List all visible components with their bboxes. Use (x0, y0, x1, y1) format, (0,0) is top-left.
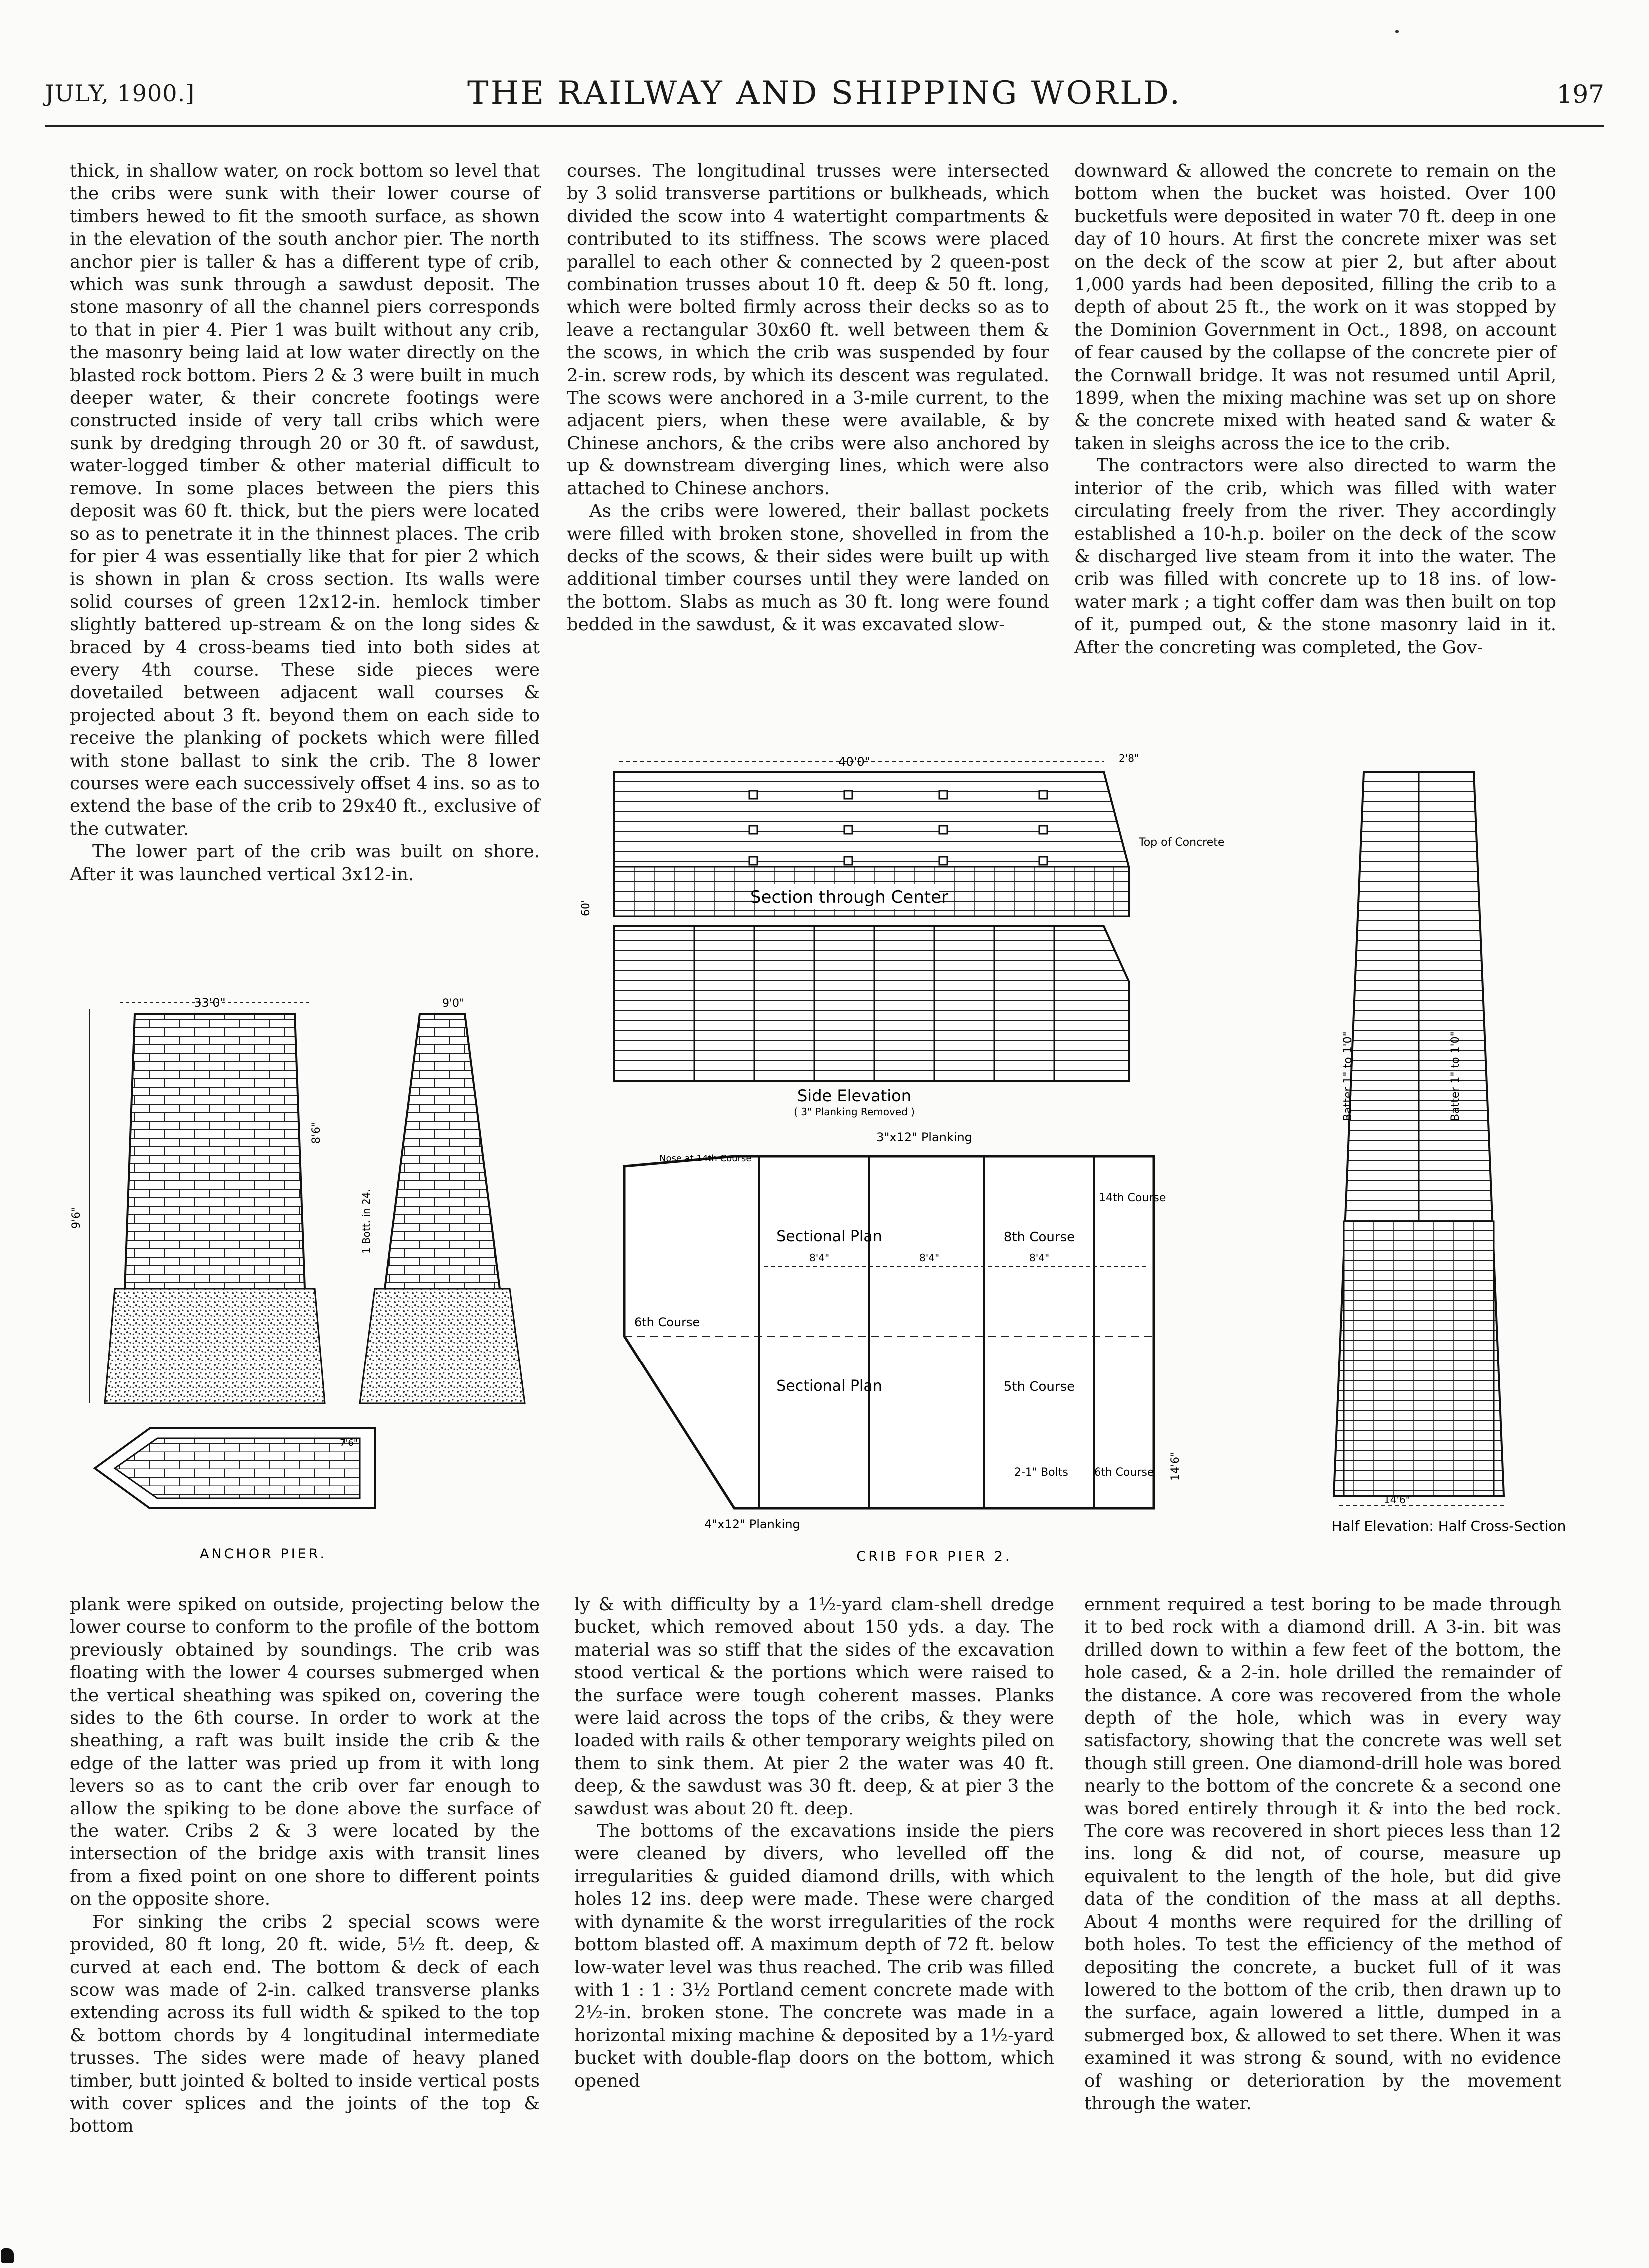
bottom-column-2 (574, 1593, 1054, 2092)
anchor-pier-figure (60, 994, 540, 1563)
svg-text:14'6": 14'6" (1384, 1494, 1410, 1506)
issue-date: JULY, 1900.] (45, 80, 195, 107)
svg-text:1 Bott. in 24.: 1 Bott. in 24. (360, 1189, 372, 1254)
paragraph: ernment required a test boring to be made through it to bed rock with a diamond drill. A 3-in. bit was drilled down to within a few feet of the bottom, the hole cased, & a 2-in. hole drilled the remainder of the distance. A core was recovered from the whole depth of the hole, which was in every way satisfactory, showing that the concrete was well set though still green. One diamond-drill hole was bored nearly to the bottom of the concrete & a second one was bored entirely through it & into the bed rock. The core was recovered in short pieces less than 12 ins. long & did not, of course, measure up equivalent to the length of the hole, but did give data of the condition of the mass at all depths. About 4 months were required for the drilling of both holes. To test the efficiency of the method of depositing the concrete, a bucket full of it was lowered to the bottom of the crib, then drawn up to the surface, again lowered a little, dumped in a submerged box, & allowed to set there. When it was examined it was strong & sound, with no evidence of washing or deterioration by the movement through the water. (1084, 1594, 1561, 2114)
anchor-pier-front-elevation (70, 996, 325, 1403)
paragraph: downward & allowed the concrete to remain on the bottom when the bucket was hoisted. Over 100 bucketfuls were deposited in water 70 ft. deep in one day of 10 hours. At first the concrete mixer was set on the deck of the scow at pier 2, but after about 1,000 yards had been deposited, filling the crib to a depth of about 25 ft., the work on it was stopped by the Dominion Government in Oct., 1898, on account of fear caused by the collapse of the concrete pier of the Cornwall bridge. It was not resumed until April, 1899, when the mixing machine was set up on shore & the concrete mixed with heated sand & water & taken in sleighs across the ice to the crib. (1074, 161, 1556, 454)
svg-text:8'4": 8'4" (1029, 1252, 1050, 1264)
sectional-plan (624, 1130, 1182, 1531)
svg-text:Side Elevation: Side Elevation (797, 1086, 912, 1105)
svg-text:Batter 1" to 1'0": Batter 1" to 1'0" (1449, 1031, 1462, 1121)
side-elevation (614, 926, 1129, 1118)
paragraph: ly & with difficulty by a 1½-yard clam-shell dredge bucket, which removed about 150 yds. a day. The material was so stiff that the sides of the excavation stood vertical & the portions which were raised to the surface were tough coherent masses. Planks were laid across the tops of the cribs, & they were loaded with rails & other temporary weights piled on them to sink them. At pier 2 the water was 40 ft. deep, & the sawdust was 30 ft. deep, & at pier 3 the sawdust was about 20 ft. deep. (574, 1594, 1054, 1819)
svg-text:33'0": 33'0" (194, 996, 226, 1010)
svg-text:2'8": 2'8" (1119, 752, 1139, 764)
svg-text:7'6": 7'6" (340, 1438, 358, 1448)
svg-text:Section through Center: Section through Center (750, 887, 948, 907)
svg-text:3"x12" Planking: 3"x12" Planking (876, 1130, 972, 1144)
top-column-3 (1074, 160, 1556, 659)
svg-text:Top of Concrete: Top of Concrete (1139, 836, 1225, 849)
svg-text:6th Course: 6th Course (634, 1315, 700, 1329)
crib-pier-2-figure (564, 752, 1584, 1563)
top-column-2 (567, 160, 1049, 636)
anchor-pier-side-elevation (360, 997, 525, 1403)
edge-mark (1, 2248, 14, 2263)
paragraph: The bottoms of the excavations inside the piers were cleaned by divers, who levelled off the irregularities & guided diamond drills, with which holes 12 ins. deep were made. These were charged with dynamite & the worst irregularities of the rock bottom blasted off. A maximum depth of 72 ft. below low-water level was thus reached. The crib was filled with 1 : 1 : 3½ Portland cement concrete made with 2½-in. broken stone. The concrete was made in a horizontal mixing machine & deposited by a 1½-yard bucket with double-flap doors on the bottom, which opened (574, 1821, 1054, 2091)
svg-text:Sectional Plan: Sectional Plan (776, 1377, 882, 1395)
top-column-1 (70, 160, 540, 886)
section-through-center (580, 752, 1224, 916)
svg-text:8'4": 8'4" (809, 1252, 830, 1264)
svg-text:40'0": 40'0" (838, 755, 870, 769)
svg-text:60': 60' (580, 899, 592, 916)
anchor-pier-plan (95, 1428, 375, 1508)
header-rule (45, 125, 1604, 127)
running-head (45, 75, 1604, 120)
svg-text:5th Course: 5th Course (1003, 1379, 1075, 1394)
bottom-column-3 (1084, 1593, 1561, 2115)
speck (1395, 30, 1399, 33)
anchor-pier-caption: ANCHOR PIER. (200, 1546, 327, 1562)
svg-text:Batter 1" to 1'0": Batter 1" to 1'0" (1342, 1031, 1354, 1121)
svg-text:14'6": 14'6" (1169, 1451, 1182, 1481)
crib-caption: CRIB FOR PIER 2. (856, 1549, 1012, 1563)
svg-text:8'4": 8'4" (919, 1252, 940, 1264)
svg-text:9'0": 9'0" (442, 997, 465, 1010)
paragraph: courses. The longitudinal trusses were intersected by 3 solid transverse partitions or bulkheads, which divided the scow into 4 watertight compartments & contributed to its stiffness. The scows were placed parallel to each other & connected by 2 queen-post combination trusses about 10 ft. deep & 50 ft. long, which were bolted firmly across their decks so as to leave a rectangular 30x60 ft. well between them & the scows, in which the crib was suspended by four 2-in. screw rods, by which its descent was regulated. The scows were anchored in a 3-mile current, to the adjacent piers, when these were available, & by Chinese anchors, & the cribs were also anchored by up & downstream diverging lines, which were also attached to Chinese anchors. (567, 161, 1049, 499)
publication-title: THE RAILWAY AND SHIPPING WORLD. (467, 75, 1182, 112)
paragraph: For sinking the cribs 2 special scows were provided, 80 ft long, 20 ft. wide, 5½ ft. deep, & curved at each end. The bottom & deck of each scow was made of 2-in. calked transverse planks extending across its full width & spiked to the top & bottom chords by 4 longitudinal intermediate trusses. The sides were made of heavy planed timber, butt jointed & bolted to inside vertical posts with cover splices and the joints of the top & bottom (70, 1911, 540, 2137)
svg-text:4"x12" Planking: 4"x12" Planking (704, 1517, 800, 1531)
svg-text:6th Course: 6th Course (1094, 1466, 1154, 1479)
svg-text:Nose at 14th Course: Nose at 14th Course (659, 1153, 752, 1164)
svg-text:8th Course: 8th Course (1003, 1230, 1075, 1245)
svg-text:( 3" Planking Removed ): ( 3" Planking Removed ) (794, 1106, 915, 1118)
half-elevation-cross-section (1332, 772, 1566, 1534)
paragraph: The contractors were also directed to warm the interior of the crib, which was filled with water circulating freely from the river. They accordingly established a 10-h.p. boiler on the deck of the scow & discharged live steam from it into the water. The crib was filled with concrete up to 18 ins. of low-water mark ; a tight coffer dam was then built on top of it, pumped out, & the stone masonry laid in it. After the concreting was completed, the Gov- (1074, 455, 1556, 658)
paragraph: The lower part of the crib was built on shore. After it was launched vertical 3x12-in. (70, 841, 540, 885)
svg-text:9'6": 9'6" (70, 1206, 83, 1229)
svg-text:Sectional Plan: Sectional Plan (776, 1228, 882, 1245)
paragraph: plank were spiked on outside, projecting below the lower course to conform to the profile of the bottom previously obtained by soundings. The crib was floating with the lower 4 courses submerged when the vertical sheathing was spiked on, covering the sides to the 6th course. In order to work at the sheathing, a raft was built inside the crib & the edge of the latter was pried up from it with long levers so as to cant the crib over far enough to allow the spiking to be done above the surface of the water. Cribs 2 & 3 were located by the intersection of the bridge axis with transit lines from a fixed point on one shore to different points on the opposite shore. (70, 1594, 540, 1910)
svg-text:Half Elevation: Half Cross-Sec: Half Elevation: Half Cross-Section (1331, 1518, 1566, 1534)
paragraph: As the cribs were lowered, their ballast pockets were filled with broken stone, shovelled in from the decks of the scows, & their sides were built up with additional timber courses until they were landed on the bottom. Slabs as much as 30 ft. long were found bedded in the sawdust, & it was excavated slow- (567, 501, 1049, 635)
svg-text:14th Course: 14th Course (1099, 1192, 1166, 1204)
svg-text:2-1" Bolts: 2-1" Bolts (1014, 1466, 1068, 1479)
page-number: 197 (1556, 80, 1604, 109)
bottom-column-1 (70, 1593, 540, 2138)
paragraph: thick, in shallow water, on rock bottom so level that the cribs were sunk with their lower course of timbers hewed to fit the smooth surface, as shown in the elevation of the south anchor pier. The north anchor pier is taller & has a different type of crib, which was sunk through a sawdust deposit. The stone masonry of all the channel piers corresponds to that in pier 4. Pier 1 was built without any crib, the masonry being laid at low water directly on the blasted rock bottom. Piers 2 & 3 were built in much deeper water, & their concrete footings were constructed inside of very tall cribs which were sunk by dredging through 20 or 30 ft. of sawdust, water-logged timber & other material difficult to remove. In some places between the piers this deposit was 60 ft. thick, but the piers were located so as to penetrate it in the thinnest places. The crib for pier 4 was essentially like that for pier 2 which is shown in plan & cross section. Its walls were solid courses of green 12x12-in. hemlock timber slightly battered up-stream & on the long sides & braced by 4 cross-beams tied into both sides at every 4th course. These side pieces were dovetailed between adjacent wall courses & projected about 3 ft. beyond them on each side to receive the planking of pockets which were filled with stone ballast to sink the crib. The 8 lower courses were each successively offset 4 ins. so as to extend the base of the crib to 29x40 ft., exclusive of the cutwater. (70, 161, 540, 839)
svg-text:8'6": 8'6" (310, 1121, 323, 1144)
